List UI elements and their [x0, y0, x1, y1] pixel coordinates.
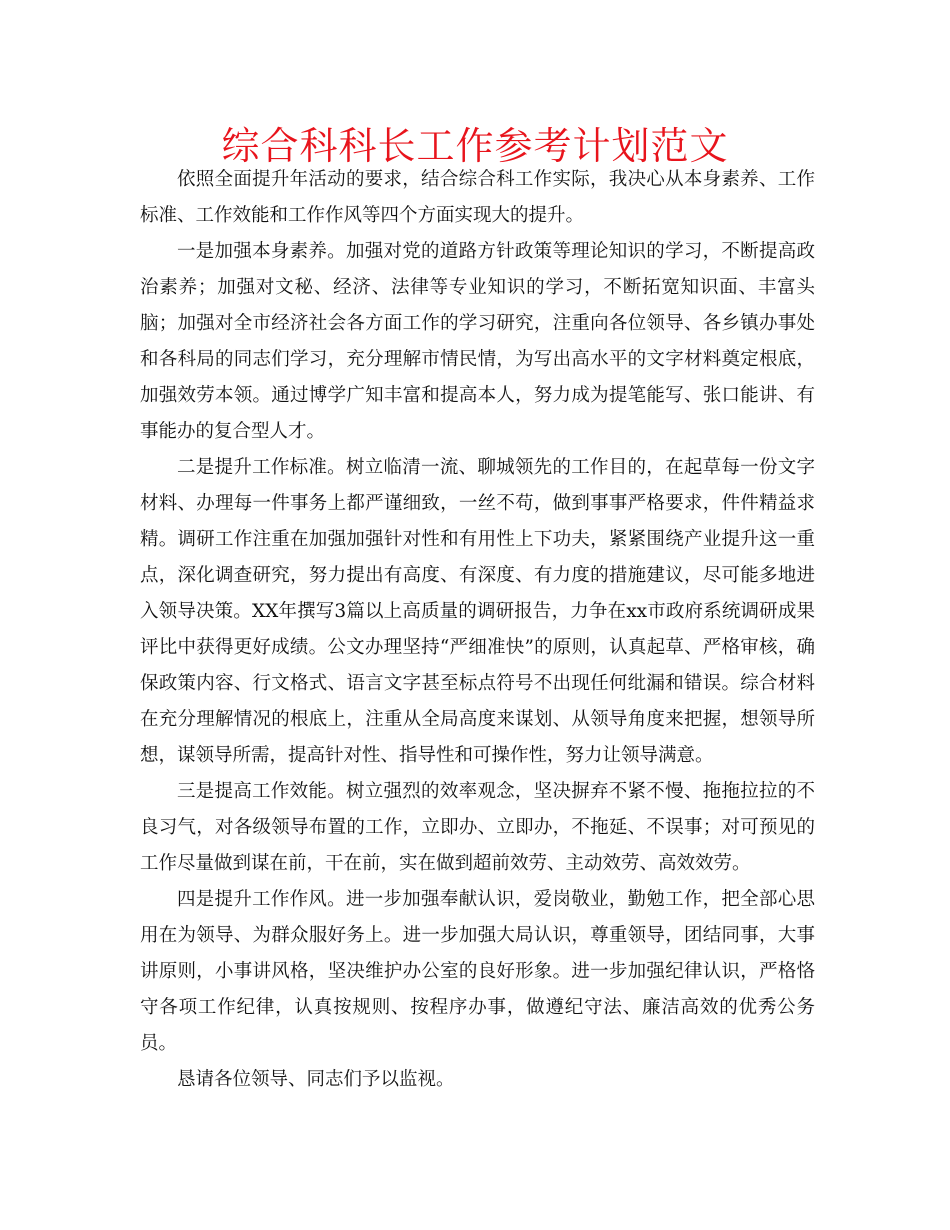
paragraph-intro: 依照全面提升年活动的要求，结合综合科工作实际，我决心从本身素养、工作标准、工作效能和工作作风等四个方面实现大的提升。	[140, 169, 815, 226]
paragraph-quality: 一是加强本身素养。加强对党的道路方针政策等理论知识的学习，不断提高政治素养；加强对文秘、经济、法律等专业知识的学习，不断拓宽知识面、丰富头脑；加强对全市经济社会各方面工作的学习研究，注重向各位领导、各乡镇办事处和各科局的同志们学习，充分理解市情民情，为写出高水平的文字材料奠定根底，加强效劳本领。通过博学广知丰富和提高本人，努力成为提笔能写、张口能讲、有事能办的复合型人才。	[140, 241, 815, 442]
document-body	[140, 162, 815, 1098]
document-title: 综合科科长工作参考计划范文	[221, 124, 729, 168]
paragraph-style: 四是提升工作作风。进一步加强奉献认识，爱岗敬业，勤勉工作，把全部心思用在为领导、为群众服好务上。进一步加强大局认识，尊重领导，团结同事，大事讲原则，小事讲风格，坚决维护办公室的良好形象。进一步加强纪律认识，严格恪守各项工作纪律，认真按规则、按程序办事，做遵纪守法、廉洁高效的优秀公务员。	[140, 889, 815, 1054]
paragraph-efficiency: 三是提高工作效能。树立强烈的效率观念，坚决摒弃不紧不慢、拖拖拉拉的不良习气，对各级领导布置的工作，立即办、立即办，不拖延、不误事；对可预见的工作尽量做到谋在前，干在前，实在做到超前效劳、主动效劳、高效效劳。	[140, 781, 815, 874]
paragraph-closing: 恳请各位领导、同志们予以监视。	[177, 1069, 455, 1090]
paragraph-standard: 二是提升工作标准。树立临清一流、聊城领先的工作目的，在起草每一份文字材料、办理每一件事务上都严谨细致，一丝不苟，做到事事严格要求，件件精益求精。调研工作注重在加强加强针对性和有用性上下功夫，紧紧围绕产业提升这一重点，深化调查研究，努力提出有高度、有深度、有力度的措施建议，尽可能多地进入领导决策。XX年撰写3篇以上高质量的调研报告，力争在xx市政府系统调研成果评比中获得更好成绩。公文办理坚持“严细准快”的原则，认真起草、严格审核，确保政策内容、行文格式、语言文字甚至标点符号不出现任何纰漏和错误。综合材料在充分理解情况的根底上，注重从全局高度来谋划、从领导角度来把握，想领导所想，谋领导所需，提高针对性、指导性和可操作性，努力让领导满意。	[140, 457, 815, 766]
